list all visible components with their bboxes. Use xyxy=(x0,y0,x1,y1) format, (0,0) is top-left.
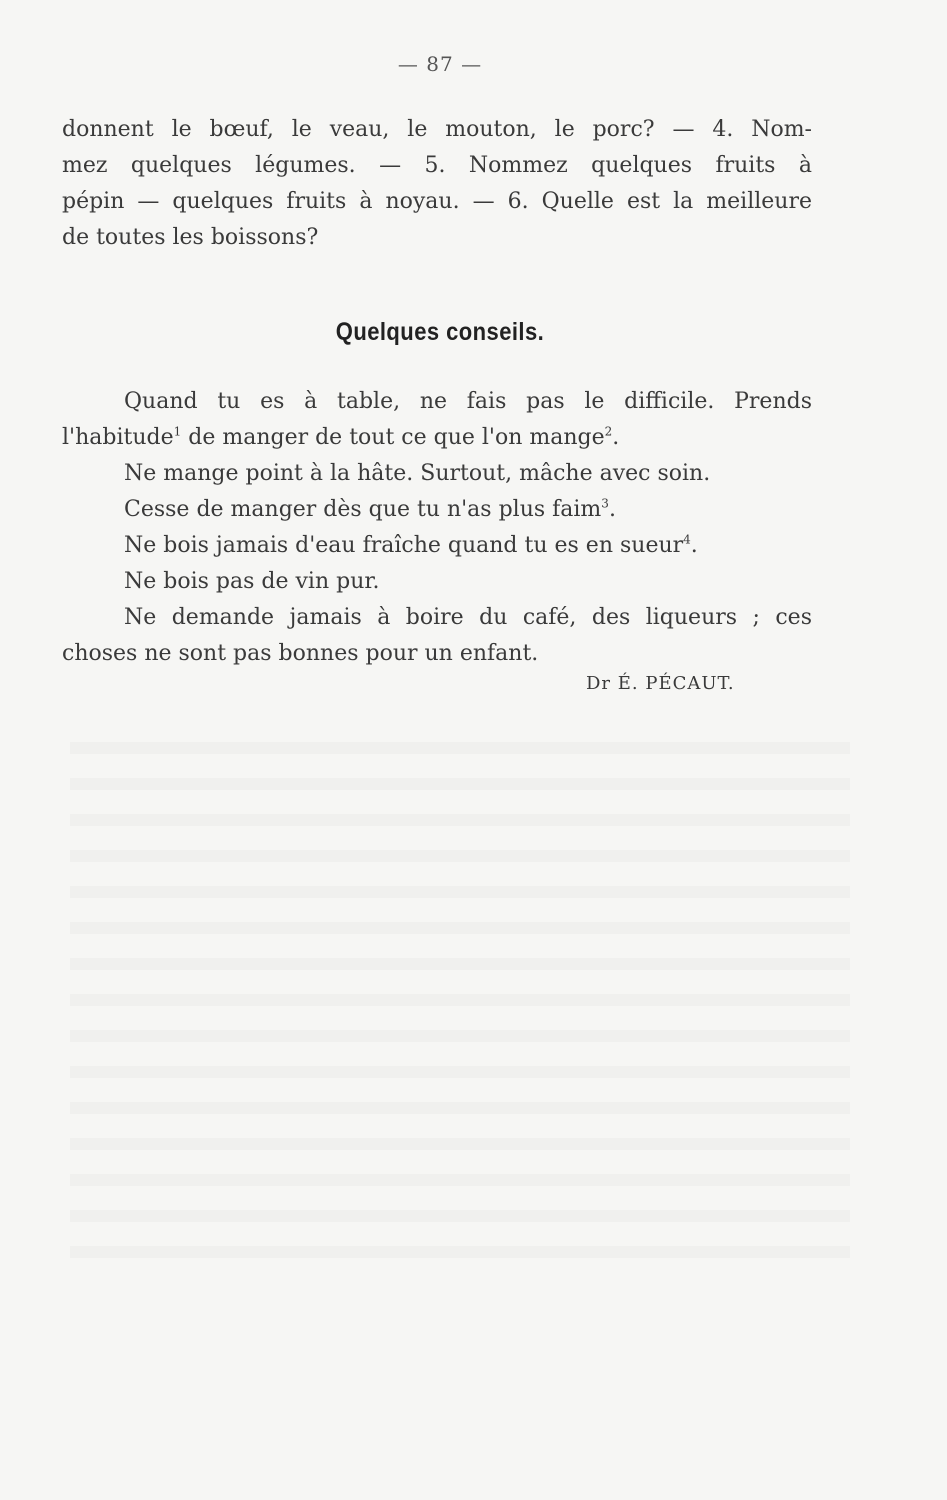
intro-paragraph xyxy=(62,112,812,256)
advice-line: Quand tu es à table, ne fais pas le difficile. Prends xyxy=(124,389,812,414)
intro-line: pépin — quelques fruits à noyau. — 6. Quelle est la meilleure xyxy=(62,189,812,214)
advice-text: l'habitude xyxy=(62,425,174,450)
advice-line: Ne bois pas de vin pur. xyxy=(124,569,380,594)
advice-line xyxy=(62,528,812,564)
advice-line: Ne demande jamais à boire du café, des liqueurs ; ces xyxy=(124,605,812,630)
intro-line: mez quelques légumes. — 5. Nommez quelques fruits à xyxy=(62,153,812,178)
footnote-marker: 2 xyxy=(604,424,613,439)
author-signature: Dr É. PÉCAUT. xyxy=(586,673,735,694)
advice-text: de manger de tout ce que l'on mange xyxy=(181,425,605,450)
advice-line: choses ne sont pas bonnes pour un enfant. xyxy=(62,641,539,666)
advice-text: . xyxy=(612,425,620,450)
advice-text: Cesse de manger dès que tu n'as plus faim xyxy=(124,497,602,522)
intro-line: donnent le bœuf, le veau, le mouton, le porc? — 4. Nom- xyxy=(62,117,812,142)
intro-line: de toutes les boissons? xyxy=(62,225,319,250)
advice-line: Ne mange point à la hâte. Surtout, mâche avec soin. xyxy=(124,461,711,486)
footnote-marker: 4 xyxy=(683,532,691,547)
advice-line xyxy=(62,420,812,456)
footnote-marker: 1 xyxy=(173,424,182,439)
section-heading: Quelques conseils. xyxy=(335,318,545,346)
advice-text: . xyxy=(608,497,616,522)
page-number: — 87 — xyxy=(397,52,483,76)
advice-line xyxy=(62,492,812,528)
advice-text: . xyxy=(690,533,698,558)
advice-section xyxy=(62,384,812,672)
advice-text: Ne bois jamais d'eau fraîche quand tu es en sueur xyxy=(124,533,684,558)
footnote-marker: 3 xyxy=(601,496,609,511)
bleed-through-texture xyxy=(70,720,850,1280)
